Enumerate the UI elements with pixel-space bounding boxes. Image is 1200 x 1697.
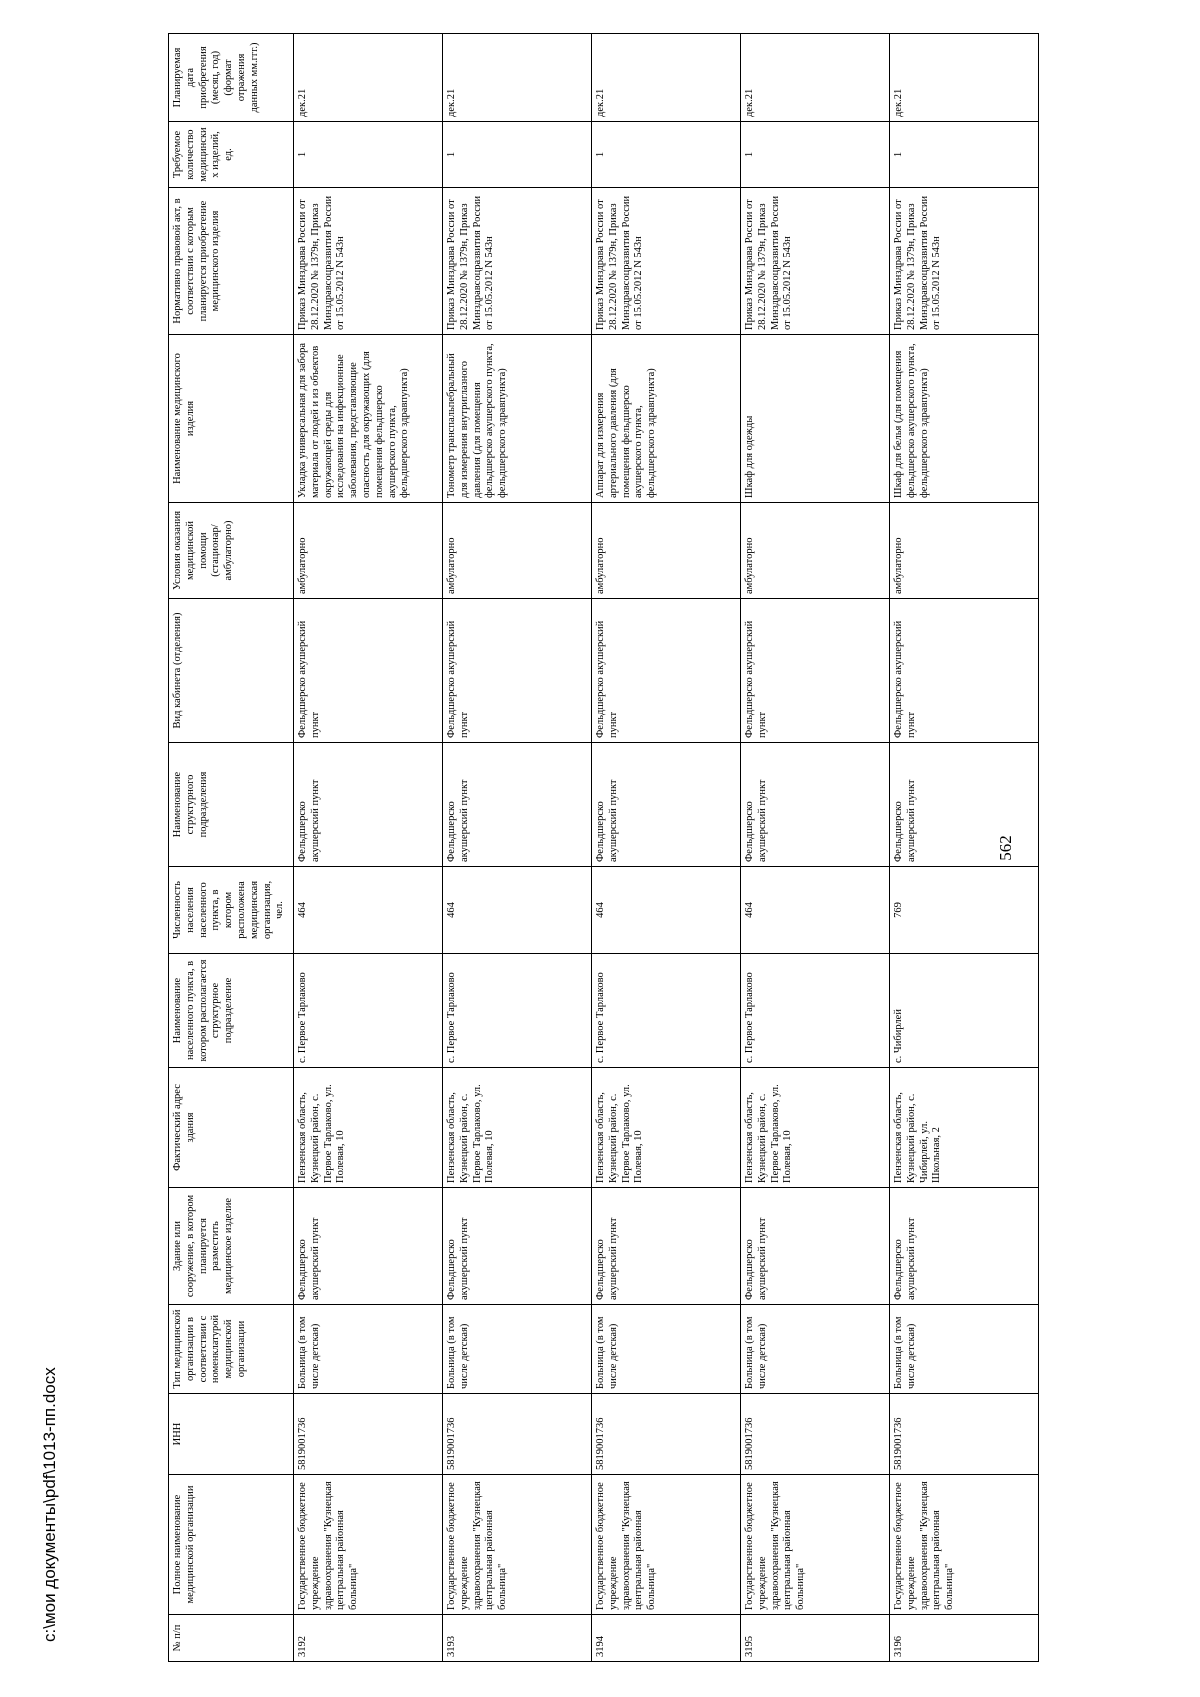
table-cell: Пензенская область, Кузнецкий район, с. Первое Тарлаково, ул. Полевая, 10 bbox=[294, 1068, 443, 1188]
table-cell: Больница (в том числе детская) bbox=[592, 1305, 741, 1394]
column-header: Полное наименование медицинской организации bbox=[169, 1475, 294, 1615]
table-cell: Государственное бюджетное учреждение здравоохранения "Кузнецкая центральная районная больница" bbox=[592, 1475, 741, 1615]
table-cell: 464 bbox=[592, 867, 741, 954]
column-header: Наименование населенного пункта, в котором располагается структурное подразделение bbox=[169, 954, 294, 1068]
table-cell: Государственное бюджетное учреждение здравоохранения "Кузнецкая центральная районная больница" bbox=[294, 1475, 443, 1615]
column-header: ИНН bbox=[169, 1394, 294, 1475]
table-cell: 464 bbox=[294, 867, 443, 954]
column-header: Требуемое количество медицинских изделий, ед. bbox=[169, 122, 294, 188]
table-cell: Приказ Минздрава России от 28.12.2020 № 1379н, Приказ Минздравсоцразвития России от 15.05.2012 N 543н bbox=[741, 188, 890, 335]
table-cell: амбулаторно bbox=[592, 503, 741, 599]
table-cell: 5819001736 bbox=[294, 1394, 443, 1475]
column-header: № п/п bbox=[169, 1615, 294, 1662]
table-cell: Государственное бюджетное учреждение здравоохранения "Кузнецкая центральная районная больница" bbox=[890, 1475, 1039, 1615]
table-cell: Приказ Минздрава России от 28.12.2020 № 1379н, Приказ Минздравсоцразвития России от 15.05.2012 N 543н bbox=[294, 188, 443, 335]
table-cell: Шкаф для белья (для помещения фельдшерско акушерского пункта, фельдшерского здравпункта) bbox=[890, 335, 1039, 503]
table-cell: Больница (в том числе детская) bbox=[294, 1305, 443, 1394]
table-cell: дек.21 bbox=[294, 34, 443, 122]
page-number: 562 bbox=[996, 835, 1015, 861]
table-cell: 5819001736 bbox=[741, 1394, 890, 1475]
table-cell: Фельдшерско акушерский пункт bbox=[294, 599, 443, 743]
table-cell: Пензенская область, Кузнецкий район, с. Первое Тарлаково, ул. Полевая, 10 bbox=[443, 1068, 592, 1188]
table-cell: Фельдшерско акушерский пункт bbox=[592, 743, 741, 867]
table-cell: Фельдшерско акушерский пункт bbox=[741, 599, 890, 743]
table-row bbox=[592, 34, 741, 1662]
table-cell: Фельдшерско акушерский пункт bbox=[294, 743, 443, 867]
table-cell: Шкаф для одежды bbox=[741, 335, 890, 503]
table-cell: 1 bbox=[592, 122, 741, 188]
table-row bbox=[741, 34, 890, 1662]
table-cell: 5819001736 bbox=[592, 1394, 741, 1475]
table-cell: 1 bbox=[443, 122, 592, 188]
table-cell: Тонометр транспальпебральный для измерения внутриглазного давления (для помещения фельдшерско акушерского пункта, фельдшерского здравпункта) bbox=[443, 335, 592, 503]
table-body bbox=[294, 34, 1039, 1662]
table-cell: 3194 bbox=[592, 1615, 741, 1662]
table-cell: Пензенская область, Кузнецкий район, с. Первое Тарлаково, ул. Полевая, 10 bbox=[592, 1068, 741, 1188]
column-header: Фактический адрес здания bbox=[169, 1068, 294, 1188]
table-cell: 3195 bbox=[741, 1615, 890, 1662]
table-cell: с. Первое Тарлаково bbox=[592, 954, 741, 1068]
table-cell: 1 bbox=[741, 122, 890, 188]
table-cell: амбулаторно bbox=[741, 503, 890, 599]
table-cell: с. Чибирлей bbox=[890, 954, 1039, 1068]
column-header: Здание или сооружение, в котором планируется разместить медицинское изделие bbox=[169, 1188, 294, 1305]
table-cell: 3192 bbox=[294, 1615, 443, 1662]
table-cell: амбулаторно bbox=[890, 503, 1039, 599]
table-cell: Укладка универсальная для забора материала от людей и из объектов окружающей среды для исследования на инфекционные заболевания, представляющие опасность для окружающих (для помещения фельдшерско акушерского пункта, фельдшерского здравпункта) bbox=[294, 335, 443, 503]
table-cell: Фельдшерско акушерский пункт bbox=[443, 599, 592, 743]
table-cell: Приказ Минздрава России от 28.12.2020 № 1379н, Приказ Минздравсоцразвития России от 15.05.2012 N 543н bbox=[592, 188, 741, 335]
table-cell: 1 bbox=[294, 122, 443, 188]
table-cell: Фельдшерско акушерский пункт bbox=[890, 1188, 1039, 1305]
table-cell: Приказ Минздрава России от 28.12.2020 № 1379н, Приказ Минздравсоцразвития России от 15.05.2012 N 543н bbox=[443, 188, 592, 335]
footer-file-path: c:\мои документы\pdf\1013-пп.docx bbox=[40, 1367, 59, 1642]
table-cell: Государственное бюджетное учреждение здравоохранения "Кузнецкая центральная районная больница" bbox=[741, 1475, 890, 1615]
table-cell: Пензенская область, Кузнецкий район, с. Чибирлей, ул. Школьная, 2 bbox=[890, 1068, 1039, 1188]
table-row bbox=[443, 34, 592, 1662]
column-header: Нормативно правовой акт, в соответствии с которым планируется приобретение медицинского изделия bbox=[169, 188, 294, 335]
table-cell: с. Первое Тарлаково bbox=[443, 954, 592, 1068]
column-header: Наименование медицинского изделия bbox=[169, 335, 294, 503]
table-cell: Фельдшерско акушерский пункт bbox=[592, 1188, 741, 1305]
table-cell: 3196 bbox=[890, 1615, 1039, 1662]
column-header: Вид кабинета (отделения) bbox=[169, 599, 294, 743]
column-header: Наименование структурного подразделения bbox=[169, 743, 294, 867]
table-cell: Государственное бюджетное учреждение здравоохранения "Кузнецкая центральная районная больница" bbox=[443, 1475, 592, 1615]
table-cell: Аппарат для измерения артериального давления (для помещения фельдшерско акушерского пункта, фельдшерского здравпункта) bbox=[592, 335, 741, 503]
table-cell: Больница (в том числе детская) bbox=[443, 1305, 592, 1394]
table-cell: 3193 bbox=[443, 1615, 592, 1662]
table-cell: 769 bbox=[890, 867, 1039, 954]
table-cell: 1 bbox=[890, 122, 1039, 188]
medical-devices-table bbox=[168, 33, 1039, 1662]
table-cell: дек.21 bbox=[890, 34, 1039, 122]
table-cell: дек.21 bbox=[592, 34, 741, 122]
table-cell: амбулаторно bbox=[294, 503, 443, 599]
table-cell: Пензенская область, Кузнецкий район, с. Первое Тарлаково, ул. Полевая, 10 bbox=[741, 1068, 890, 1188]
table-cell: Фельдшерско акушерский пункт bbox=[890, 599, 1039, 743]
table-cell: 464 bbox=[443, 867, 592, 954]
table-row bbox=[294, 34, 443, 1662]
table-cell: с. Первое Тарлаково bbox=[294, 954, 443, 1068]
column-header: Планируемая дата приобретения (месяц, год) (формат отражения данных мм.ггг.) bbox=[169, 34, 294, 122]
table-cell: Фельдшерско акушерский пункт bbox=[443, 743, 592, 867]
column-header: Условия оказания медицинской помощи (стационар/ амбулаторно) bbox=[169, 503, 294, 599]
table-header-row bbox=[169, 34, 294, 1662]
document-sheet bbox=[40, 34, 1038, 1662]
table-cell: Больница (в том числе детская) bbox=[741, 1305, 890, 1394]
column-header: Тип медицинской организации в соответствии с номенклатурой медицинской организации bbox=[169, 1305, 294, 1394]
table-cell: 5819001736 bbox=[890, 1394, 1039, 1475]
table-cell: Фельдшерско акушерский пункт bbox=[890, 743, 1039, 867]
table-cell: Фельдшерско акушерский пункт bbox=[592, 599, 741, 743]
column-header: Численность населения населенного пункта, в котором расположена медицинская организация, чел. bbox=[169, 867, 294, 954]
table-cell: амбулаторно bbox=[443, 503, 592, 599]
table-cell: 5819001736 bbox=[443, 1394, 592, 1475]
table-cell: Фельдшерско акушерский пункт bbox=[741, 743, 890, 867]
table-cell: Фельдшерско акушерский пункт bbox=[741, 1188, 890, 1305]
table-cell: 464 bbox=[741, 867, 890, 954]
table-cell: Приказ Минздрава России от 28.12.2020 № 1379н, Приказ Минздравсоцразвития России от 15.05.2012 N 543н bbox=[890, 188, 1039, 335]
table-cell: дек.21 bbox=[741, 34, 890, 122]
table-cell: дек.21 bbox=[443, 34, 592, 122]
table-cell: Больница (в том числе детская) bbox=[890, 1305, 1039, 1394]
table-cell: Фельдшерско акушерский пункт bbox=[294, 1188, 443, 1305]
table-cell: Фельдшерско акушерский пункт bbox=[443, 1188, 592, 1305]
table-cell: с. Первое Тарлаково bbox=[741, 954, 890, 1068]
